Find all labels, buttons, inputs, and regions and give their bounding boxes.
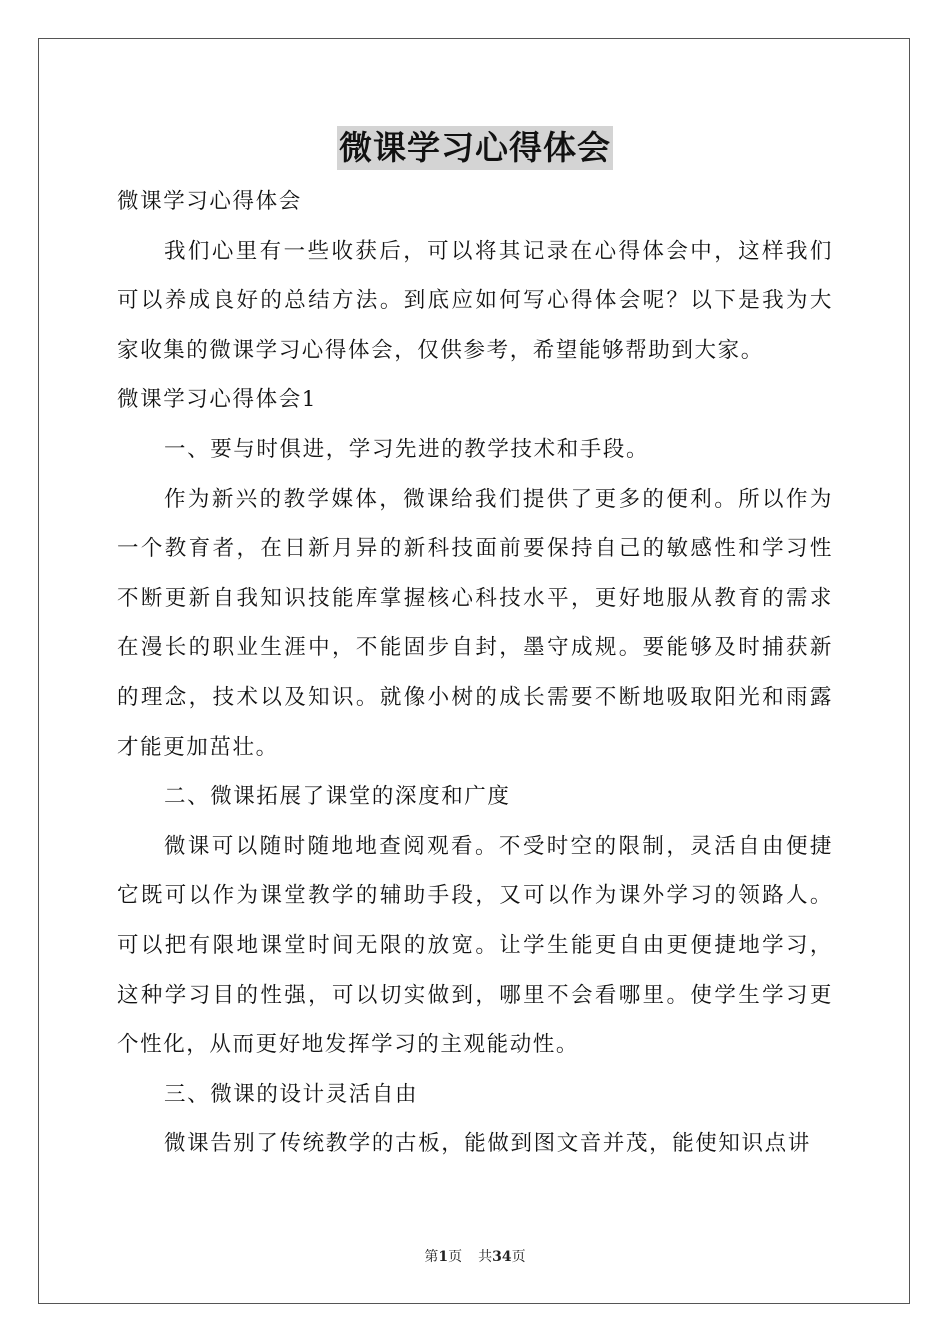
body-paragraph: 三、微课的设计灵活自由: [164, 1081, 419, 1107]
body-paragraph: 二、微课拓展了课堂的深度和广度: [164, 784, 511, 810]
section-heading: 微课学习心得体会1: [117, 387, 318, 413]
page-suffix: 页: [448, 1249, 463, 1265]
document-subtitle: 微课学习心得体会: [117, 189, 302, 214]
total-suffix: 页: [511, 1249, 526, 1265]
document-body: [117, 177, 833, 1169]
body-paragraph: 微课告别了传统教学的古板，能做到图文音并茂，能使知识点讲: [164, 1131, 811, 1157]
page-prefix: 第: [424, 1249, 439, 1265]
title-area: [0, 126, 950, 170]
body-paragraph: 作为新兴的教学媒体，微课给我们提供了更多的便利。所以作为一个教育者，在日新月异的新科技面前要保持自己的敏感性和学习性不断更新自我知识技能库掌握核心科技水平，更好地服从教育的需求在漫长的职业生涯中，不能固步自封，墨守成规。要能够及时捕获新的理念，技术以及知识。就像小树的成长需要不断地吸取阳光和雨露才能更加茁壮。: [117, 486, 833, 760]
document-title: 微课学习心得体会: [337, 126, 613, 170]
page-footer: [0, 1246, 950, 1266]
body-paragraph: 我们心里有一些收获后，可以将其记录在心得体会中，这样我们可以养成良好的总结方法。到底应如何写心得体会呢？以下是我为大家收集的微课学习心得体会，仅供参考，希望能够帮助到大家。: [117, 238, 833, 363]
body-paragraph: 微课可以随时随地地查阅观看。不受时空的限制，灵活自由便捷它既可以作为课堂教学的辅助手段，又可以作为课外学习的领路人。可以把有限地课堂时间无限的放宽。让学生能更自由更便捷地学习，这种学习目的性强，可以切实做到，哪里不会看哪里。使学生学习更个性化，从而更好地发挥学习的主观能动性。: [117, 833, 833, 1058]
body-paragraph: 一、要与时俱进，学习先进的教学技术和手段。: [164, 436, 650, 462]
total-prefix: 共: [478, 1249, 493, 1265]
total-pages: 34: [492, 1249, 512, 1265]
page-number: 1: [438, 1249, 449, 1265]
paragraph-list: [117, 227, 833, 1169]
